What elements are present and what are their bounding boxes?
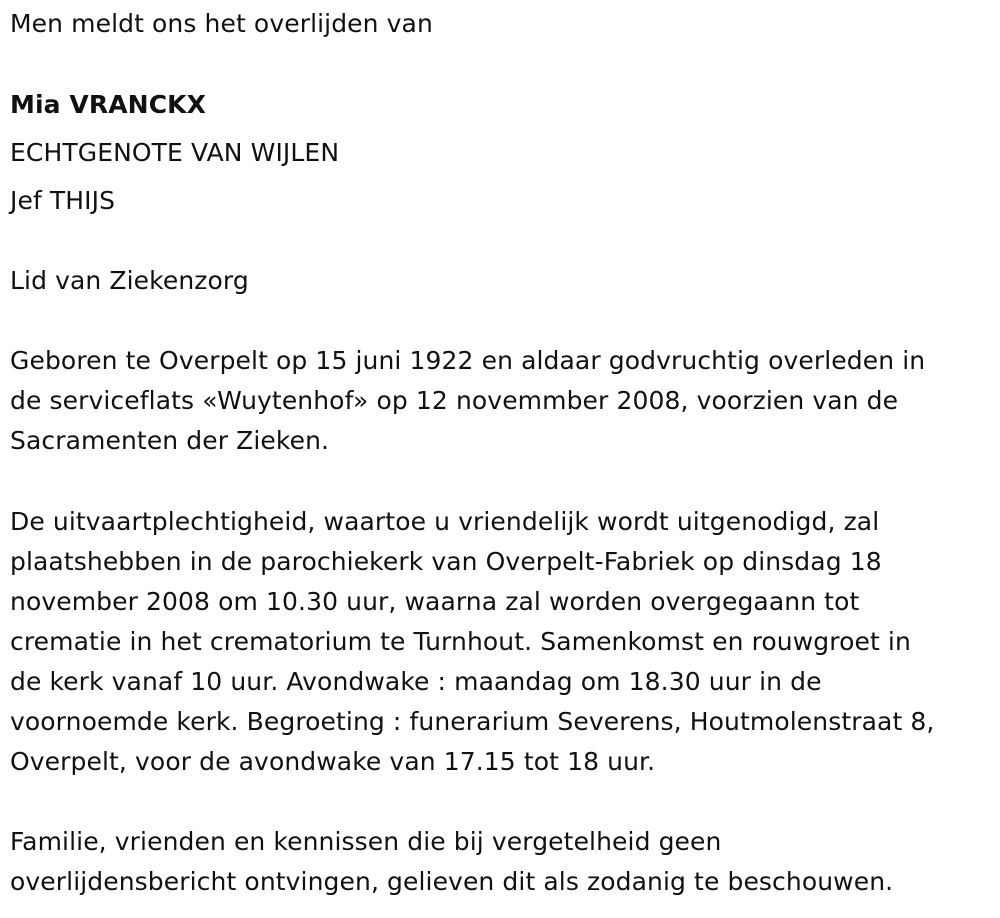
funeral-line: crematie in het crematorium te Turnhout. Samenkomst en rouwgroet in	[10, 627, 911, 656]
funeral-line: november 2008 om 10.30 uur, waarna zal worden overgegaann tot	[10, 587, 860, 616]
birth-death-line: de serviceflats «Wuytenhof» op 12 novemmber 2008, voorzien van de	[10, 386, 899, 415]
membership-text: Lid van Ziekenzorg	[10, 266, 249, 295]
funeral-line: Overpelt, voor de avondwake van 17.15 tot 18 uur.	[10, 747, 656, 776]
birth-death-paragraph	[10, 341, 995, 461]
funeral-line: de kerk vanaf 10 uur. Avondwake : maandag om 18.30 uur in de	[10, 667, 822, 696]
closing-line: Familie, vrienden en kennissen die bij vergetelheid geen	[10, 827, 722, 856]
deceased-name: Mia VRANCKX	[10, 90, 206, 119]
funeral-paragraph	[10, 502, 995, 782]
intro-text: Men meldt ons het overlijden van	[10, 9, 433, 38]
relation-text: ECHTGENOTE VAN WIJLEN	[10, 138, 340, 167]
closing-line: overlijdensbericht ontvingen, gelieven dit als zodanig te beschouwen.	[10, 867, 894, 896]
birth-death-line: Sacramenten der Zieken.	[10, 426, 330, 455]
spouse-name: Jef THIJS	[10, 186, 116, 215]
birth-death-line: Geboren te Overpelt op 15 juni 1922 en aldaar godvruchtig overleden in	[10, 346, 926, 375]
funeral-line: plaatshebben in de parochiekerk van Overpelt-Fabriek op dinsdag 18	[10, 547, 882, 576]
closing-paragraph	[10, 822, 995, 902]
funeral-line: voornoemde kerk. Begroeting : funerarium Severens, Houtmolenstraat 8,	[10, 707, 935, 736]
funeral-line: De uitvaartplechtigheid, waartoe u vriendelijk wordt uitgenodigd, zal	[10, 507, 880, 536]
